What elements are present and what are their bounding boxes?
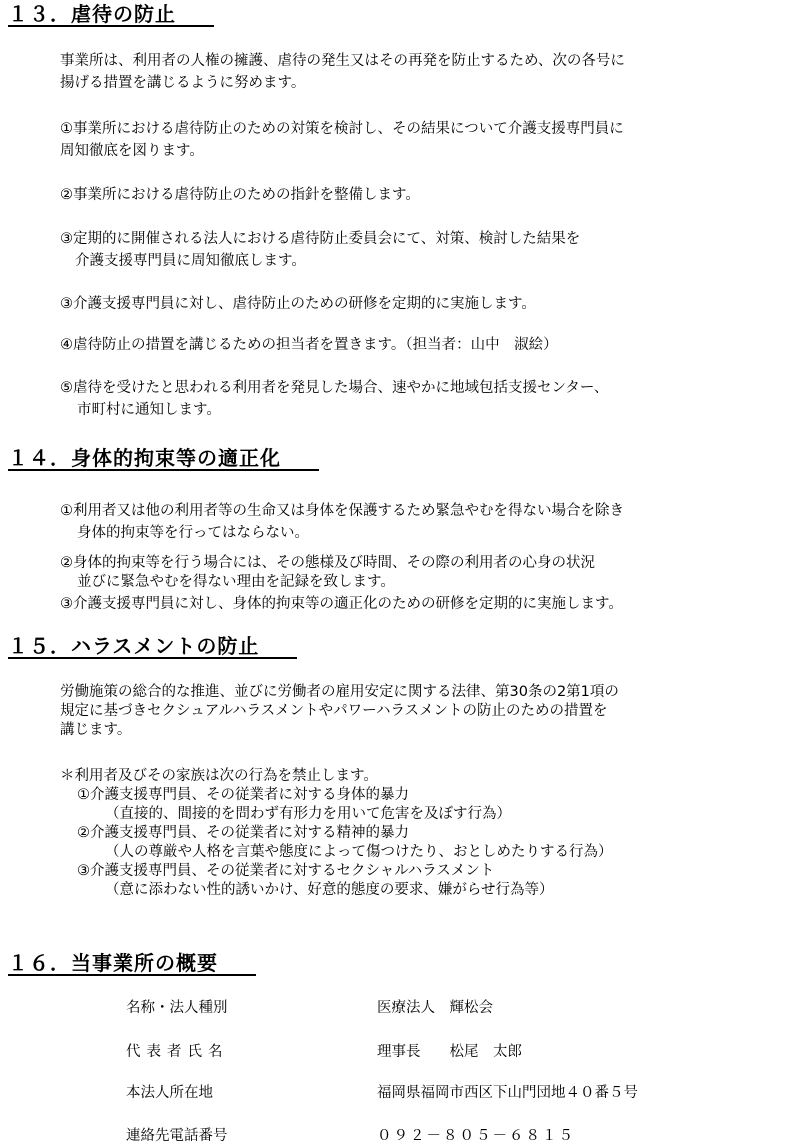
sec15-intro: 労働施策の総合的な推進、並びに労働者の雇用安定に関する法律、第30条の2第1項の 規定に基づきセクシュアルハラスメントやパワーハラスメントの防止のための措置を 講じます。 (60, 684, 619, 738)
sec13-item-4: ③介護支援専門員に対し、虐待防止のための研修を定期的に実施します。 (60, 296, 536, 312)
sec13-item-1: ①事業所における虐待防止のための対策を検討し、その結果について介護支援専門員に 周知徹底を図ります。 (60, 121, 624, 159)
sec14-item-3: ③介護支援専門員に対し、身体的拘束等の適正化のための研修を定期的に実施します。 (60, 596, 623, 612)
heading-14-restraint: １４．身体的拘束等の適正化 (8, 446, 319, 471)
sec13-item-6: ⑤虐待を受けたと思われる利用者を発見した場合、速やかに地域包括支援センター、 市町村に通知します。 (60, 380, 609, 418)
heading-15-harassment: １５．ハラスメントの防止 (8, 634, 297, 659)
heading-16-overview: １６．当事業所の概要 (8, 951, 256, 976)
overview-label-name: 名称・法人種別 (126, 1000, 228, 1016)
overview-value-name: 医療法人 輝松会 (377, 1000, 493, 1016)
overview-value-representative: 理事長 松尾 太郎 (377, 1044, 522, 1060)
sec14-item-2: ②身体的拘束等を行う場合には、その態様及び時間、その際の利用者の心身の状況 並びに緊急やむを得ない理由を記録を致します。 (60, 555, 595, 590)
heading-13-abuse-prevention: １３．虐待の防止 (8, 2, 214, 27)
overview-label-representative: 代表者氏名 (126, 1044, 229, 1060)
sec15-prohibited-acts: ＊利用者及びその家族は次の行為を禁止します。 ①介護支援専門員、その従業者に対する身体的暴力 （直接的、間接的を問わず有形力を用いて危害を及ぼす行為） ②介護支援専門員、その従業者に対する精神的暴力 （人の尊厳や人格を言葉や態度によって傷つけたり、おとしめたりする行為） ③介護支援専門員、その従業者に対するセクシャルハラスメント （意に添わない性的誘いかけ、好意的態度の要求、嫌がらせ行為等） (60, 768, 613, 898)
overview-label-phone: 連絡先電話番号 (126, 1128, 228, 1144)
overview-label-address: 本法人所在地 (126, 1085, 213, 1101)
sec13-item-2: ②事業所における虐待防止のための指針を整備します。 (60, 187, 420, 203)
sec13-item-5: ④虐待防止の措置を講じるための担当者を置きます。（担当者：山中 淑絵） (60, 337, 558, 353)
sec13-intro: 事業所は、利用者の人権の擁護、虐待の発生又はその再発を防止するため、次の各号に 揚げる措置を講じるように努めます。 (60, 53, 625, 91)
sec14-item-1: ①利用者又は他の利用者等の生命又は身体を保護するため緊急やむを得ない場合を除き 身体的拘束等を行ってはならない。 (60, 503, 624, 541)
sec13-item-3: ③定期的に開催される法人における虐待防止委員会にて、対策、検討した結果を 介護支援専門員に周知徹底します。 (60, 231, 581, 269)
overview-value-address: 福岡県福岡市西区下山門団地４０番５号 (377, 1085, 638, 1101)
overview-value-phone: ０９２－８０５－６８１５ (377, 1128, 575, 1144)
